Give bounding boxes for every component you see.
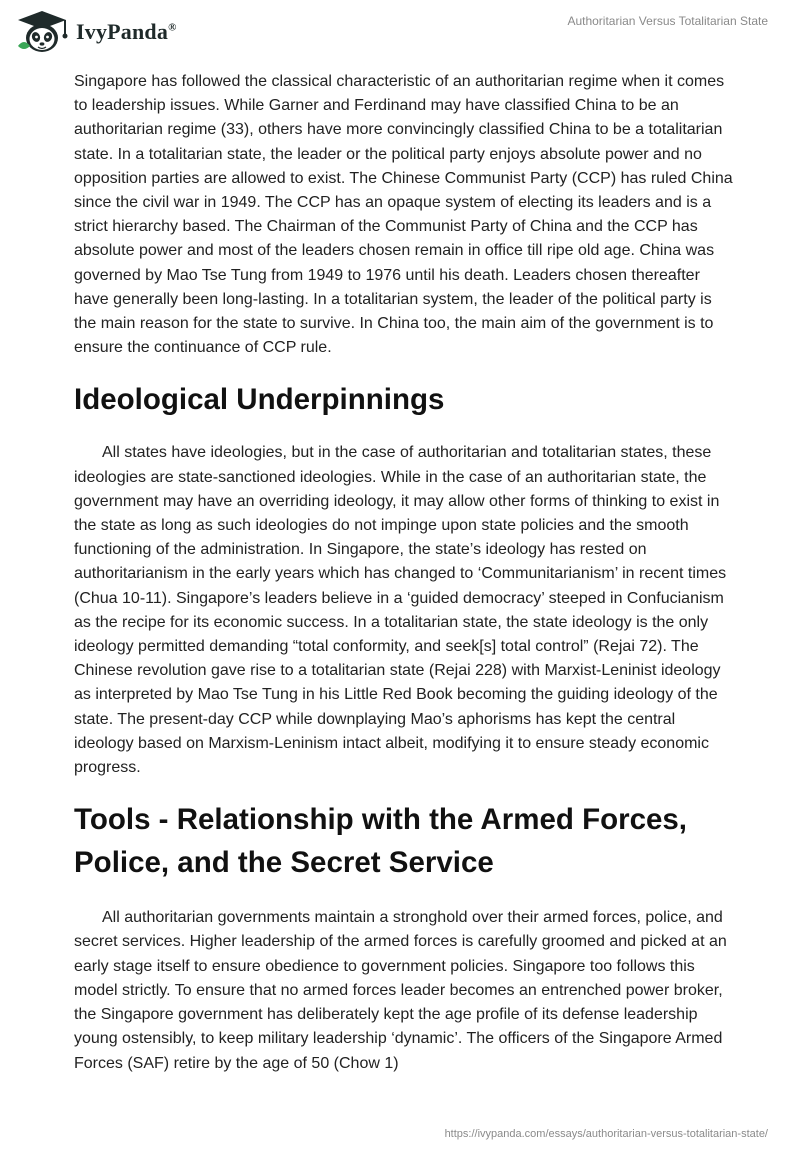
page-header <box>0 0 800 64</box>
brand-name: IvyPanda® <box>76 19 177 44</box>
source-url[interactable]: https://ivypanda.com/essays/authoritarian-versus-totalitarian-state/ <box>444 1128 768 1140</box>
document-title: Authoritarian Versus Totalitarian State <box>567 14 768 28</box>
brand-logo[interactable] <box>14 8 177 56</box>
panda-logo-icon <box>14 8 70 56</box>
heading-tools: Tools - Relationship with the Armed Forces, Police, and the Secret Service <box>74 803 688 880</box>
paragraph-ideology: All states have ideologies, but in the case of authoritarian and totalitarian states, these ideologies are state-sanctioned ideologies. While in the case of an authoritarian state, the government may have an overriding ideology, it may allow other forms of thinking to exist in the state as long as such ideologies do not impinge upon state policies and the smooth functioning of the administration. In Singapore, the state’s ideology has rested on authoritarianism in the early years which has changed to ‘Communitarianism’ in recent times (Chua 10-11). Singapore’s leaders believe in a ‘guided democracy’ steeped in Confucianism as the recipe for its economic success. In a totalitarian state, the state ideology is the only ideology permitted demanding “total conformity, and seek[s] total control” (Rejai 72). The Chinese revolution gave rise to a totalitarian state (Rejai 228) with Marxist-Leninist ideology as interpreted by Mao Tse Tung in his Little Red Book becoming the guiding ideology of the state. The present-day CCP while downplaying Mao’s aphorisms has kept the central ideology based on Marxism-Leninism intact albeit, modifying it to ensure steady economic progress. <box>74 444 727 777</box>
heading-ideological-underpinnings: Ideological Underpinnings <box>74 383 445 417</box>
paragraph-leadership: Singapore has followed the classical characteristic of an authoritarian regime when it comes to leadership issues. While Garner and Ferdinand may have classified China to be an authoritarian regime (33), others have more convincingly classified China to be a totalitarian state. In a totalitarian state, the leader or the political party enjoys absolute power and no opposition parties are allowed to exist. The Chinese Communist Party (CCP) has ruled China since the civil war in 1949. The CCP has an opaque system of electing its leaders and is a strict hierarchy based. The Chairman of the Communist Party of China and the CCP has absolute power and most of the leaders chosen remain in office till ripe old age. China was governed by Mao Tse Tung from 1949 to 1976 until his death. Leaders chosen thereafter have generally been long-lasting. In a totalitarian system, the leader of the political party is the main reason for the state to survive. In China too, the main aim of the government is to ensure the continuance of CCP rule. <box>74 73 733 357</box>
paragraph-armed-forces: All authoritarian governments maintain a stronghold over their armed forces, police, and secret services. Higher leadership of the armed forces is carefully groomed and picked at an early stage itself to ensure obedience to government policies. Singapore too follows this model strictly. To ensure that no armed forces leader becomes an entrenched power broker, the Singapore government has deliberately kept the age profile of its defense leadership young ostensibly, to keep military leadership ‘dynamic’. The officers of the Singapore Armed Forces (SAF) retire by the age of 50 (Chow 1) <box>74 909 727 1072</box>
essay-body <box>74 70 734 1076</box>
